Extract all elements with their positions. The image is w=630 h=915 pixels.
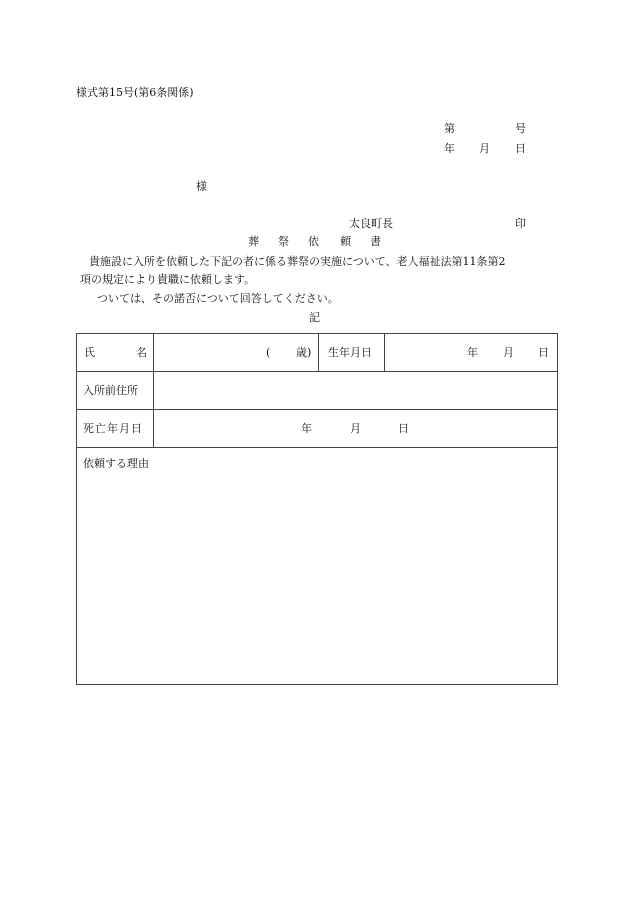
table-row xyxy=(77,410,558,448)
form-number: 様式第15号(第6条関係) xyxy=(76,86,194,99)
title-char: 書 xyxy=(370,235,381,248)
name-label-part: 氏 xyxy=(84,345,95,359)
dob-day-label: 日 xyxy=(538,345,549,359)
dob-year-label: 年 xyxy=(467,345,478,359)
title-char: 祭 xyxy=(278,235,289,248)
date-year-label: 年 xyxy=(444,142,455,155)
prev-address-label: 入所前住所 xyxy=(83,383,138,397)
death-day-label: 日 xyxy=(398,421,409,435)
age-open-paren: ( xyxy=(266,345,271,359)
table-row xyxy=(77,334,558,372)
date-day-label: 日 xyxy=(515,142,526,155)
death-year-label: 年 xyxy=(301,421,312,435)
body-line-2: 項の規定により貴職に依頼します。 xyxy=(80,273,256,286)
table-row xyxy=(77,448,558,685)
title-char: 頼 xyxy=(340,235,351,248)
ki-marker: 記 xyxy=(309,311,320,324)
document-number-prefix: 第 xyxy=(444,122,455,135)
addressee-suffix: 様 xyxy=(196,180,207,193)
application-table xyxy=(76,333,558,685)
dob-label-cell xyxy=(319,334,385,372)
reason-label: 依頼する理由 xyxy=(83,457,149,470)
dob-value-cell[interactable] xyxy=(385,334,558,372)
title-char: 依 xyxy=(308,235,319,248)
death-date-value-cell[interactable] xyxy=(154,410,558,448)
death-date-label-cell xyxy=(77,410,154,448)
death-month-label: 月 xyxy=(350,421,361,435)
name-label-cell xyxy=(77,334,154,372)
dob-month-label: 月 xyxy=(503,345,514,359)
dob-label: 生年月日 xyxy=(328,345,372,359)
prev-address-label-cell xyxy=(77,372,154,410)
name-label-part: 名 xyxy=(136,345,147,359)
date-month-label: 月 xyxy=(479,142,490,155)
issuer-name: 太良町長 xyxy=(349,217,393,230)
seal-mark: 印 xyxy=(515,217,526,230)
document-number-suffix: 号 xyxy=(515,122,526,135)
title-char: 葬 xyxy=(248,235,259,248)
name-value-cell[interactable] xyxy=(154,334,319,372)
body-line-3: ついては、その諾否について回答してください。 xyxy=(97,292,339,305)
table-row xyxy=(77,372,558,410)
death-date-label: 死亡年月日 xyxy=(83,421,143,435)
reason-cell[interactable] xyxy=(77,448,558,685)
prev-address-value-cell[interactable] xyxy=(154,372,558,410)
body-line-1: 貴施設に入所を依頼した下記の者に係る葬祭の実施について、老人福祉法第11条第2 xyxy=(89,255,506,268)
age-unit: 歳) xyxy=(296,345,312,359)
